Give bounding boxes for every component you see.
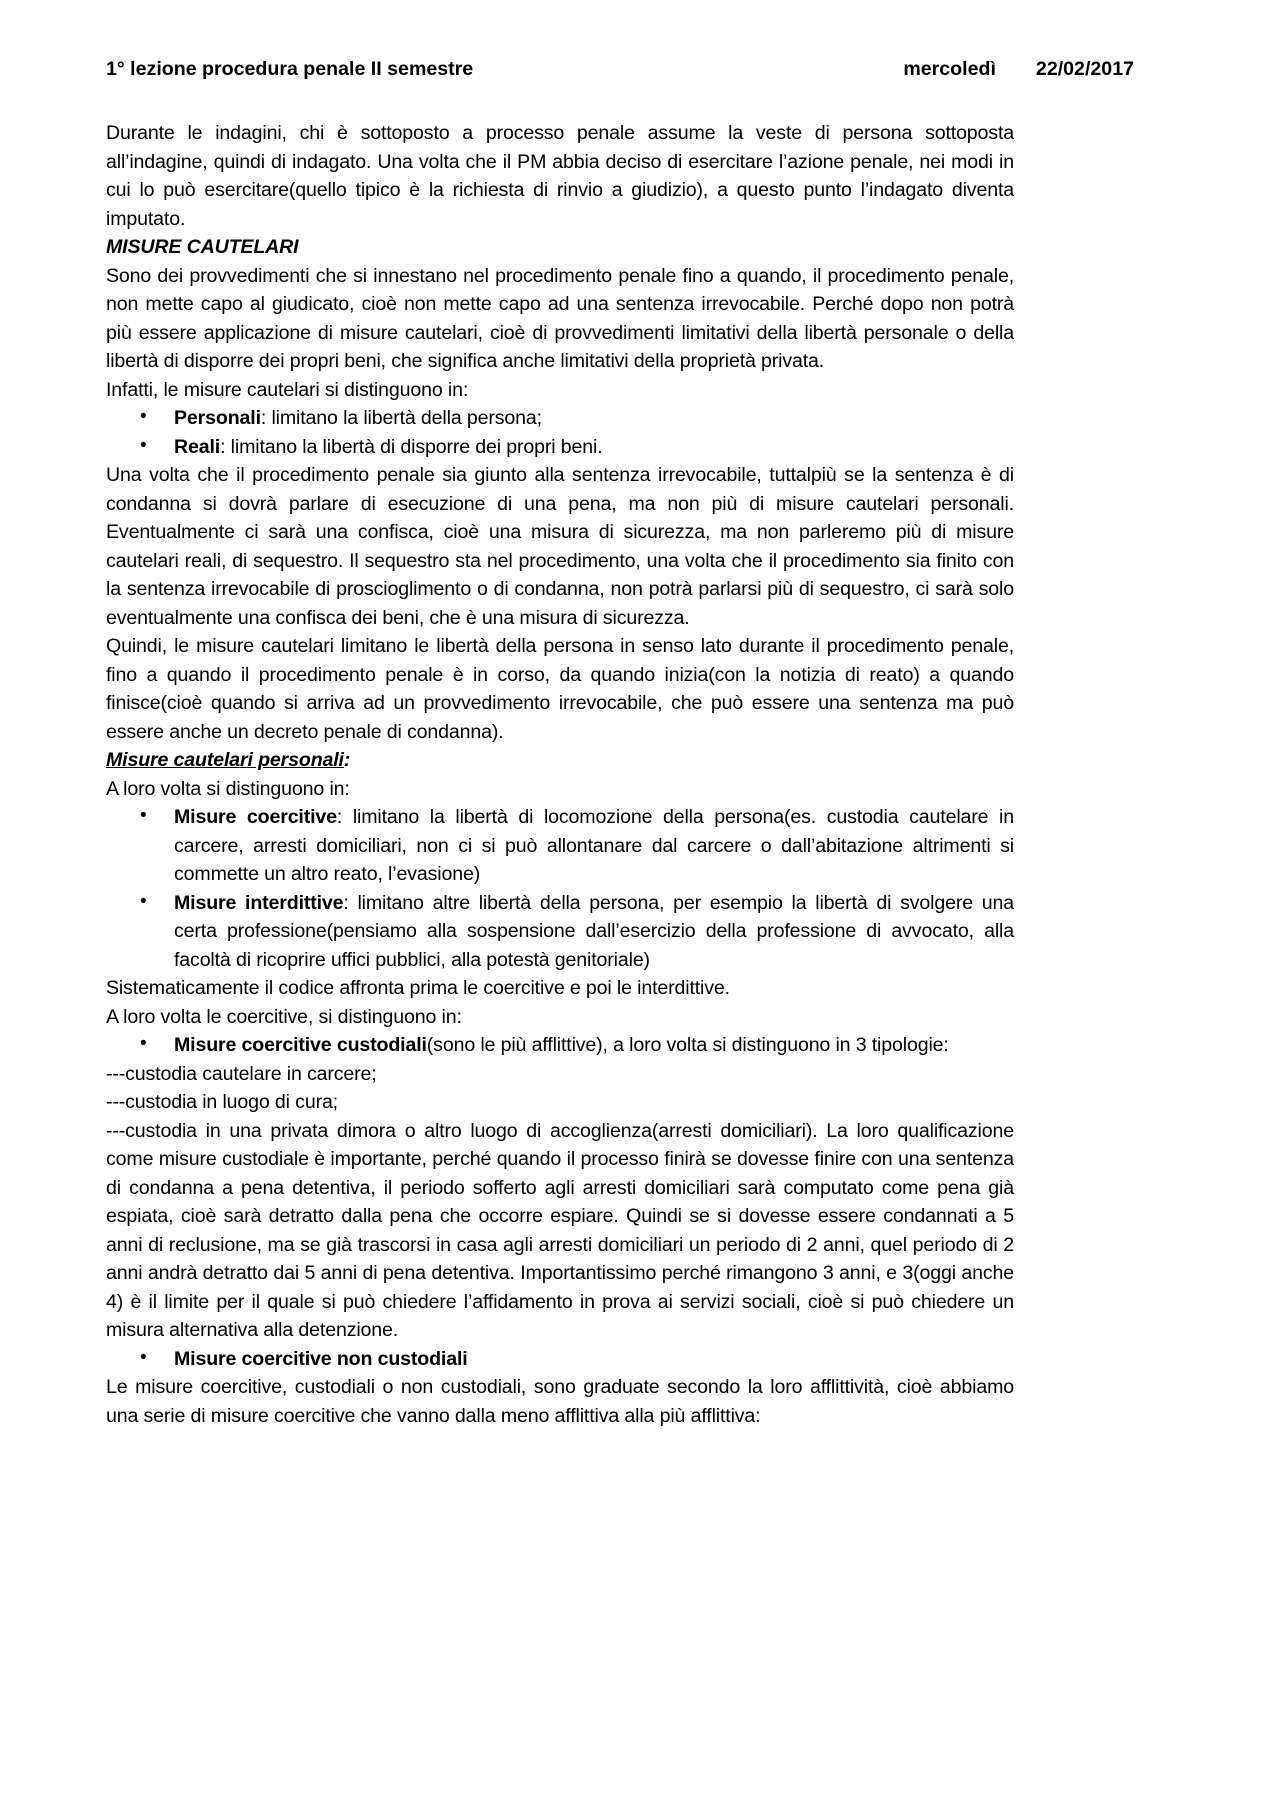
list-item-text: (sono le più afflittive), a loro volta si distinguono in 3 tipologie: [426,1034,949,1056]
misure-personali-paragraph-5: Le misure coercitive, custodiali o non custodiali, sono graduate secondo la loro afflittività, cioè abbiamo una serie di misure coercitive che vanno dalla meno afflittiva alla più afflittiva: [106,1376,1014,1427]
list-item [106,433,1014,462]
misure-cautelari-paragraph-4: Quindi, le misure cautelari limitano le libertà della persona in senso lato durante il procedimento penale, fino a quando il procedimento penale è in corso, da quando inizia(con la notizia di reato) a quando finisce(cioè quando si arriva ad un provvedimento irrevocabile, che può essere una sentenza ma può essere anche un decreto penale di condanna). [106,635,1014,743]
list-item-label: Misure coercitive non custodiali [174,1347,468,1370]
misure-personali-paragraph-4: ---custodia in una privata dimora o altro luogo di accoglienza(arresti domiciliari). La loro qualificazione come misure custodiale è importante, perché quando il processo finirà se dovesse finire con una sentenza di condanna a pena detentiva, il periodo sofferto agli arresti domiciliari sarà computato come pena già espiata, cioè sarà detratto dalla pena che occorre espiare. Quindi se si dovesse essere condannati a 5 anni di reclusione, ma se già trascorsi in casa agli arresti domiciliari un periodo di 2 anni, quel periodo di 2 anni andrà detratto dai 5 anni di pena detentiva. Importantissimo perché rimangono 3 anni, e 3(oggi anche 4) è il limite per il quale si può chiedere l’affidamento in prova ai servizi sociali, cioè si può chiedere un misura alternativa alla detenzione. [106,1119,1014,1341]
list-item-text: : limitano la libertà della persona; [260,407,542,429]
header-lecture-title: 1° lezione procedura penale II semestre [106,58,474,80]
list-item-text: : limitano la libertà di disporre dei propri beni. [220,435,603,458]
document-header [106,58,1174,81]
misure-cautelari-paragraph-2: Infatti, le misure cautelari si distinguono in: [106,378,469,401]
list-item-label: Personali [174,407,261,429]
heading-misure-cautelari-personali [106,746,1014,775]
document-body [106,119,1014,1430]
dash-line-luogo-di-cura: ---custodia in luogo di cura; [106,1091,338,1113]
list-item [106,1345,1014,1374]
list-item [106,404,1014,433]
list-item [106,1031,1014,1060]
list-item-label: Misure interdittive [174,891,344,914]
list-item-text: : limitano altre libertà della persona, per esempio la libertà di svolgere una certa professione(pensiamo alla sospensione dall’esercizio della professione di avvocato, alla facoltà di ricoprire uffici pubblici, alla potestà genitoriale) [174,891,1014,971]
misure-personali-paragraph-1: A loro volta si distinguono in: [106,777,350,800]
header-date: 22/02/2017 [1035,58,1134,80]
misure-coercitive-custodiali-list [106,1031,1014,1060]
misure-personali-paragraph-3: A loro volta le coercitive, si distinguono in: [106,1005,462,1028]
misure-personali-paragraph-2: Sistematicamente il codice affronta prima le coercitive e poi le interdittive. [106,977,730,999]
intro-paragraph: Durante le indagini, chi è sottoposto a processo penale assume la veste di persona sottoposta all’indagine, quindi di indagato. Una volta che il PM abbia deciso di esercitare l’azione penale, nei modi in cui lo può esercitare(quello tipico è la richiesta di rinvio a giudizio), a questo punto l’indagato diventa imputato. [106,122,1014,230]
misure-cautelari-paragraph-3: Una volta che il procedimento penale sia giunto alla sentenza irrevocabile, tuttalpiù se la sentenza è di condanna si dovrà parlare di esecuzione di una pena, ma non più di misure cautelari personali. Eventualmente ci sarà una confisca, cioè una misura di sicurezza, ma non parleremo più di misure cautelari reali, di sequestro. Il sequestro sta nel procedimento, una volta che il procedimento sia finito con la sentenza irrevocabile di proscioglimento o di condanna, non potrà parlarsi più di sequestro, ci sarà solo eventualmente una confisca dei beni, che è una misura di sicurezza. [106,464,1014,629]
list-item-label: Misure coercitive custodiali [174,1034,427,1056]
heading-misure-cautelari: MISURE CAUTELARI [106,236,299,258]
header-weekday: mercoledì [903,58,996,80]
misure-coercitive-non-custodiali-list [106,1345,1014,1374]
heading-underlined-text: Misure cautelari personali [106,749,344,771]
list-item [106,889,1014,975]
misure-cautelari-bullet-list [106,404,1014,461]
list-item [106,803,1014,889]
list-item-label: Misure coercitive [174,806,337,828]
heading-colon: : [343,749,351,771]
misure-personali-bullet-list [106,803,1014,974]
list-item-label: Reali [174,435,221,458]
dash-line-carcere: ---custodia cautelare in carcere; [106,1062,377,1085]
list-item-text: : limitano la libertà di locomozione della persona(es. custodia cautelare in carcere, arresti domiciliari, non ci si può allontanare dal carcere o dall’abitazione altrimenti si commette un altro reato, l’evasione) [174,806,1014,885]
misure-cautelari-paragraph-1: Sono dei provvedimenti che si innestano nel procedimento penale fino a quando, il procedimento penale, non mette capo al giudicato, cioè non mette capo ad una sentenza irrevocabile. Perché dopo non potrà più essere applicazione di misure cautelari, cioè di provvedimenti limitativi della libertà personale o della libertà di disporre dei propri beni, che significa anche limitativi della proprietà privata. [106,264,1014,372]
